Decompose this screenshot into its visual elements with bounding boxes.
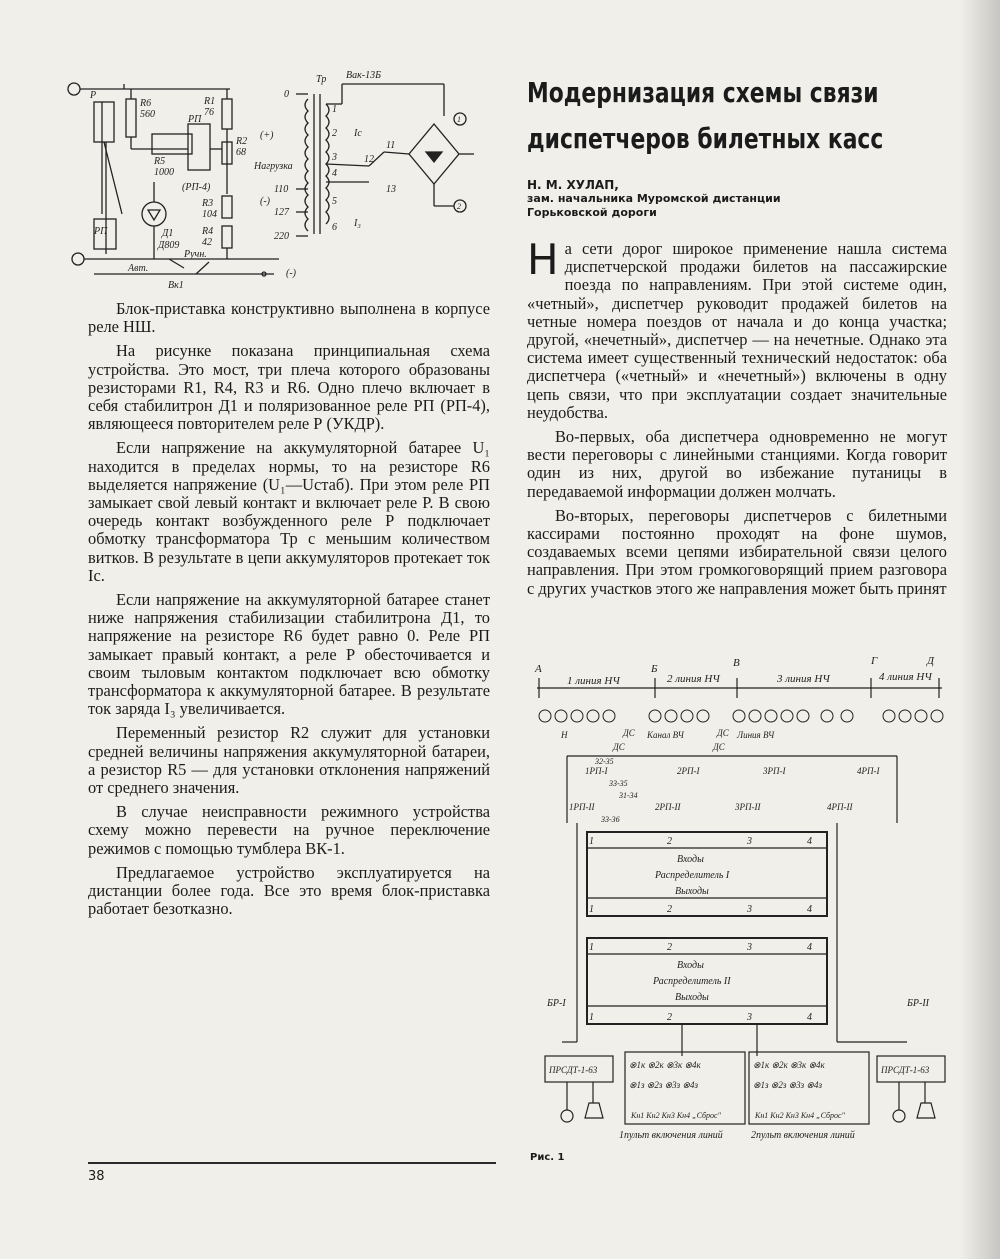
label-r3: R3 [202,198,214,209]
label-load: Нагрузка [254,161,293,172]
contact-label: 33-36 [601,815,620,824]
author-position-1: зам. начальника Муромской дистанции [527,192,781,205]
label-rp: РП [188,114,202,125]
relay-label: 4РП-I [857,766,880,776]
panel1-keys: Кн1 Кн2 Кн3 Кн4 „Сброс" [631,1111,721,1120]
liniya-vch-label: Линия ВЧ [737,730,775,740]
station-letter: Б [651,663,658,675]
station-letter: Г [871,655,878,667]
dist1-inputs: Входы [677,854,704,865]
label-c2: 2 [457,202,461,211]
relay-label: 2РП-I [677,766,700,776]
br1-label: БР-I [547,998,566,1009]
station-letter: Д [927,655,934,667]
dispatch-block-diagram [527,648,952,1143]
label-vak: Вак-13Б [346,70,382,81]
io-number: 1 [589,836,594,847]
io-number: 4 [807,942,812,953]
io-number: 3 [747,942,752,953]
station-letter: А [535,663,542,675]
label-d1v: Д809 [158,240,180,251]
label-v110: 110 [274,184,289,195]
label-tr: Тр [316,74,327,85]
io-number: 4 [807,904,812,915]
label-w5: 5 [332,196,337,207]
rsdt2-label: ПРСДТ-1-63 [881,1065,930,1075]
station-lamps [539,710,943,722]
figure-caption: Рис. 1 [530,1152,565,1163]
lamps-z: ⊗1з ⊗2з ⊗3з ⊗4з [629,1080,698,1090]
label-r1: R1 [204,96,216,107]
label-w1: 1 [332,104,337,115]
io-number: 4 [807,1012,812,1023]
relay-label: 1РП-I [585,766,608,776]
dist1-outputs: Выходы [675,886,709,897]
circuit-schematic [64,64,500,300]
title-line-2: диспетчеров билетных касс [527,122,884,155]
dist1-title: Распределитель I [655,870,730,881]
io-number: 2 [667,836,672,847]
label-minus2: (-) [286,268,296,279]
label-c1: 1 [457,115,461,124]
article-body [527,235,947,598]
footer-rule [88,1162,496,1164]
contact-label: 32-35 [595,757,614,766]
label-r6: R6 [140,98,152,109]
label-d1: Д1 [162,228,174,239]
ds-label: ДС [713,742,725,752]
io-number: 4 [807,836,812,847]
kanal-label: Канал ВЧ [647,730,684,740]
label-p: Р [90,90,97,101]
left-paragraph: В случае неисправности режимного устройства схему можно перевести на ручное переключение режимов с помощью тумблера ВК-1. [88,802,490,858]
title-line-1: Модернизация схемы связи [527,76,879,109]
io-number: 3 [747,1012,752,1023]
label-r2v: 68 [236,147,246,158]
label-vk1: Вк1 [168,280,184,291]
author-position-2: Горьковской дороги [527,206,657,219]
label-k13: 13 [386,184,396,195]
relay-label: 4РП-II [827,802,853,812]
label-r5v: 1000 [154,167,174,178]
left-paragraph: Блок-приставка конструктивно выполнена в корпусе реле НШ. [88,299,490,337]
lamps-z: ⊗1з ⊗2з ⊗3з ⊗4з [753,1080,822,1090]
ds-label: ДС [717,728,729,738]
left-paragraph: На рисунке показана принципиальная схема устройства. Это мост, три плеча которого образованы резисторами R1, R4, R3 и R6. Одно плечо включает в себя стабилитрон Д1 и поляризованное реле РП (РП-4), являющееся повторителем реле Р (УКДР). [88,341,490,434]
label-ruchn: Ручн. [184,249,207,260]
panel2-caption: 2пульт включения линий [751,1130,855,1141]
station-letter: В [733,657,740,669]
left-paragraph: Переменный резистор R2 служит для установки средней величины напряжения аккумуляторной батареи, а резистор R5 — для установки отклонения напряжений от среднего значения. [88,723,490,798]
label-r1v: 76 [204,107,214,118]
line-label: 3 линия НЧ [777,673,830,685]
io-number: 2 [667,942,672,953]
br2-label: БР-II [907,998,929,1009]
ds-label: ДС [623,728,635,738]
line-label: 4 линия НЧ [879,671,932,683]
page-number: 38 [88,1169,105,1184]
dist2-title: Распределитель II [653,976,731,987]
label-avt: Авт. [128,263,149,274]
label-r4: R4 [202,226,214,237]
author-block [527,178,947,220]
article-paragraph: Во-первых, оба диспетчера одновременно не могут вести переговоры с линейными станциями. Когда говорит один из них, другой во избежание путаницы в передаваемой информации должен молчать. [527,427,947,501]
io-number: 1 [589,942,594,953]
lamps-k: ⊗1к ⊗2к ⊗3к ⊗4к [753,1060,825,1070]
right-column [527,60,947,604]
label-r4v: 42 [202,237,212,248]
label-i3: I₃ [354,218,361,229]
label-minus: (-) [260,196,270,207]
label-v127: 127 [274,207,289,218]
label-r5: R5 [154,156,166,167]
relay-label: 1РП-II [569,802,595,812]
io-number: 1 [589,1012,594,1023]
author-name: Н. М. ХУЛАП, [527,178,619,192]
label-rp-left: РП [94,226,108,237]
article-title [527,70,933,162]
label-v0: 0 [284,89,289,100]
label-w2: 2 [332,128,337,139]
left-column [88,300,490,925]
n-label: Н [561,730,568,740]
label-ic: Iс [354,128,362,139]
left-paragraph: Предлагаемое устройство эксплуатируется на дистанции более года. Все это время блок-приставка работает безотказно. [88,862,490,919]
rsdt1-label: ПРСДТ-1-63 [549,1065,598,1075]
label-r2: R2 [236,136,248,147]
relay-label: 3РП-I [763,766,786,776]
label-plus: (+) [260,130,274,141]
ds-label: ДС [613,742,625,752]
io-number: 3 [747,836,752,847]
io-number: 3 [747,904,752,915]
left-paragraph: Если напряжение на аккумуляторной батарее станет ниже напряжения стабилизации стабилитрона Д1, то напряжение на резисторе R6 будет равно 0. Реле РП замыкает правый контакт, а реле Р обесточивается и своим тыловым контактом подключает всю обмотку трансформатора к аккумуляторной батарее. В результате ток заряда I₃ увеличивается. [88,590,490,719]
io-number: 2 [667,1012,672,1023]
label-k12: 12 [364,154,374,165]
label-r6v: 560 [140,109,155,120]
scan-shadow [960,0,1000,1259]
relay-label: 3РП-II [735,802,761,812]
label-w3: 3 [332,152,337,163]
label-w4: 4 [332,168,337,179]
dist2-inputs: Входы [677,960,704,971]
panel2-keys: Кн1 Кн2 Кн3 Кн4 „Сброс" [755,1111,845,1120]
contact-label: 33-35 [609,779,628,788]
panel1-caption: 1пульт включения линий [619,1130,723,1141]
label-r3v: 104 [202,209,217,220]
line-label: 2 линия НЧ [667,673,720,685]
io-number: 1 [589,904,594,915]
line-label: 1 линия НЧ [567,675,620,687]
article-paragraph-text: а сети дорог широкое применение нашла система диспетчерской продажи билетов на пассажирские поезда по направлениям. При этой системе один, «четный», диспетчер руководит продажей билетов на четные номера поездов от начала и до конца участка; другой, «нечетный», диспетчер — на нечетные. Однако эта система имеет существенный технический недостаток: оба диспетчера («четный» и «нечетный») включены в одну цепь связи, что при эксплуатации создает значительные неудобства. [527,239,947,422]
left-paragraph: Если напряжение на аккумуляторной батарее U₁ находится в пределах нормы, то на резисторе R6 выделяется напряжение (U₁—Uстаб). При этом реле РП замыкает свой левый контакт и включает реле Р. В свою очередь контакт возбужденного реле Р подключает обмотку трансформатора Тр с меньшим количеством витков. В результате в цепи аккумуляторов протекает ток Iс. [88,438,490,585]
dist2-outputs: Выходы [675,992,709,1003]
label-k11: 11 [386,140,396,151]
label-rp4: (РП-4) [182,182,211,193]
lamps-k: ⊗1к ⊗2к ⊗3к ⊗4к [629,1060,701,1070]
label-w6: 6 [332,222,337,233]
contact-label: 31-34 [619,791,638,800]
drop-cap: Н [527,235,559,284]
article-paragraph: Во-вторых, переговоры диспетчеров с билетными кассирами постоянно проходят на фоне шумов, создаваемых всеми цепями избирательной связи целого направления. При этом громкоговорящий прием разговора с других участков этого же направления может быть принят [527,505,947,598]
io-number: 2 [667,904,672,915]
label-v220: 220 [274,231,289,242]
article-paragraph [527,235,947,422]
relay-label: 2РП-II [655,802,681,812]
